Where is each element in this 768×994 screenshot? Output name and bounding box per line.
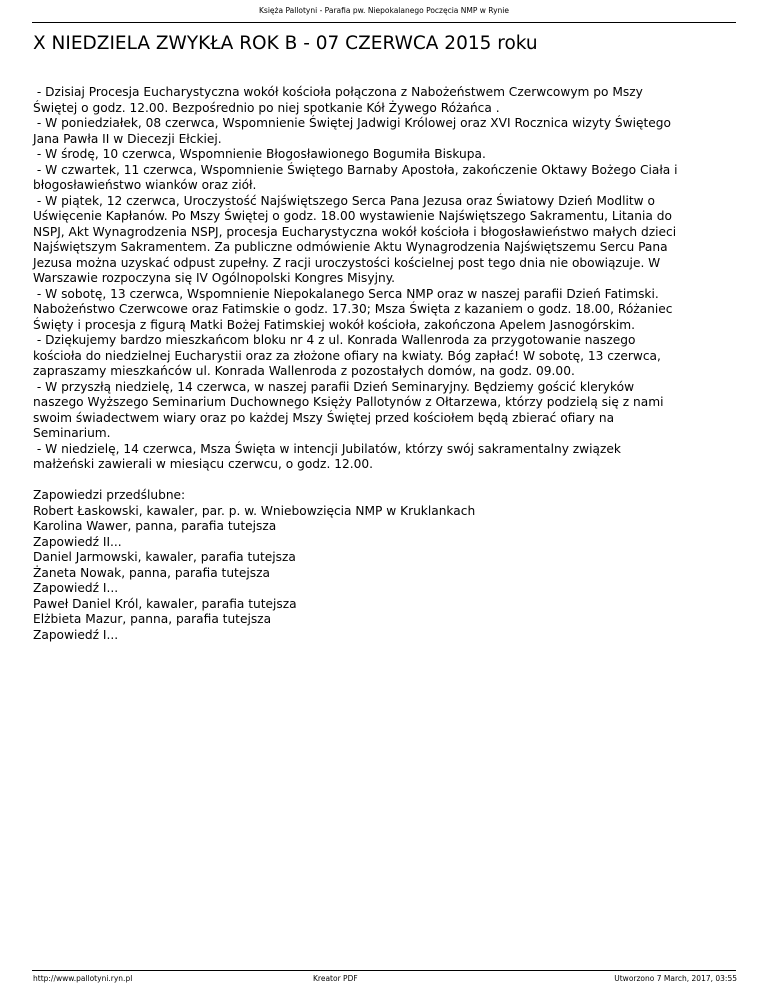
text-line: - Dziękujemy bardzo mieszkańcom bloku nr 4 z ul. Konrada Wallenroda za przygotowanie naszego [33,333,636,347]
text-line: Zapowiedzi przedślubne: [33,488,186,502]
text-line: Świętej o godz. 12.00. Bezpośrednio po niej spotkanie Kół Żywego Różańca . [33,100,500,115]
footer-divider [32,970,736,971]
text-line: Jezusa można uzyskać odpust zupełny. Z racji uroczystości kościelnej post tego dnia nie obowiązuje. W [33,255,661,270]
text-line: Karolina Wawer, panna, parafia tutejsza [33,519,277,533]
text-line: Paweł Daniel Król, kawaler, parafia tutejsza [33,596,297,611]
blank-gap [33,473,733,489]
text-line: naszego Wyższego Seminarium Duchownego Księży Pallotynów z Ołtarzewa, którzy podzielą się z nami [33,395,664,409]
text-line: - W piątek, 12 czerwca, Uroczystość Najświętszego Serca Pana Jezusa oraz Światowy Dzień Modlitw o [33,193,655,208]
text-line: Elżbieta Mazur, panna, parafia tutejsza [33,612,272,626]
text-line: Najświętszym Sakramentem. Za publiczne odmówienie Aktu Wynagrodzenia Najświętszemu Sercu Pana [33,240,668,254]
text-line: Warszawie rozpoczyna się IV Ogólnopolski Kongres Misyjny. [33,271,396,285]
text-line: Robert Łaskowski, kawaler, par. p. w. Wniebowzięcia NMP w Kruklankach [33,503,476,518]
text-line: - Dzisiaj Procesja Eucharystyczna wokół kościoła połączona z Nabożeństwem Czerwcowym po Mszy [33,85,643,99]
text-line: - W niedzielę, 14 czerwca, Msza Święta w intencji Jubilatów, którzy swój sakramentalny związek [33,441,621,456]
text-line: Żaneta Nowak, panna, parafia tutejsza [33,565,270,580]
text-line: Jana Pawła II w Diecezji Ełckiej. [33,131,222,146]
text-line: kościoła do niedzielnej Eucharystii oraz za złożone ofiary na kwiaty. Bóg zapłać! W sobotę, 13 czerwca, [33,348,661,363]
text-line: - W czwartek, 11 czerwca, Wspomnienie Świętego Barnaby Apostoła, zakończenie Oktawy Bożego Ciała i [33,162,678,177]
text-line: zapraszamy mieszkańców ul. Konrada Wallenroda z pozostałych domów, na godz. 09.00. [33,364,575,378]
text-line: NSPJ, Akt Wynagrodzenia NSPJ, procesja Eucharystyczna wokół kościoła i błogosławieństwo małych dzieci [33,224,677,239]
text-line: - W środę, 10 czerwca, Wspomnienie Błogosławionego Bogumiła Biskupa. [33,147,486,161]
text-line: - W przyszłą niedzielę, 14 czerwca, w naszej parafii Dzień Seminaryjny. Będziemy gościć kleryków [33,379,635,394]
text-line: małżeński zawierali w miesiącu czerwcu, o godz. 12.00. [33,457,377,471]
footer-generator: Kreator PDF [313,974,358,983]
text-line: - W poniedziałek, 08 czerwca, Wspomnienie Świętej Jadwigi Królowej oraz XVI Rocznica wizyty Świętego [33,116,671,130]
text-line: Zapowiedź I... [33,627,119,642]
footer-created: Utworzono 7 March, 2017, 03:55 [614,974,737,983]
text-line: błogosławieństwo wianków oraz ziół. [33,178,261,192]
header-divider [32,22,736,23]
text-line: Daniel Jarmowski, kawaler, parafia tutejsza [33,550,296,564]
page-header: Księża Pallotyni - Parafia pw. Niepokalanego Poczęcia NMP w Rynie [259,6,509,15]
text-line: Uświęcenie Kapłanów. Po Mszy Świętej o godz. 18.00 wystawienie Najświętszego Sakramentu, Litania do [33,209,672,223]
text-line: - W sobotę, 13 czerwca, Wspomnienie Niepokalanego Serca NMP oraz w naszej parafii Dzień Fatimski. [33,286,659,301]
announcements-body [33,85,733,643]
text-line: Nabożeństwo Czerwcowe oraz Fatimskie o godz. 17.30; Msza Święta z kazaniem o godz. 18.00, Różaniec [33,302,673,316]
footer-url: http://www.pallotyni.ryn.pl [33,974,133,983]
text-line: Seminarium. [33,426,111,440]
text-line: Zapowiedź II... [33,534,122,549]
text-line: Święty i procesja z figurą Matki Bożej Fatimskiej wokół kościoła, zakończona Apelem Jasnogórskim. [33,317,647,332]
text-line: Zapowiedź I... [33,581,119,595]
text-line: swoim świadectwem wiary oraz po każdej Mszy Świętej przed kościołem będą zbierać ofiary na [33,410,615,425]
page-title: X NIEDZIELA ZWYKŁA ROK B - 07 CZERWCA 2015 roku [33,33,538,54]
